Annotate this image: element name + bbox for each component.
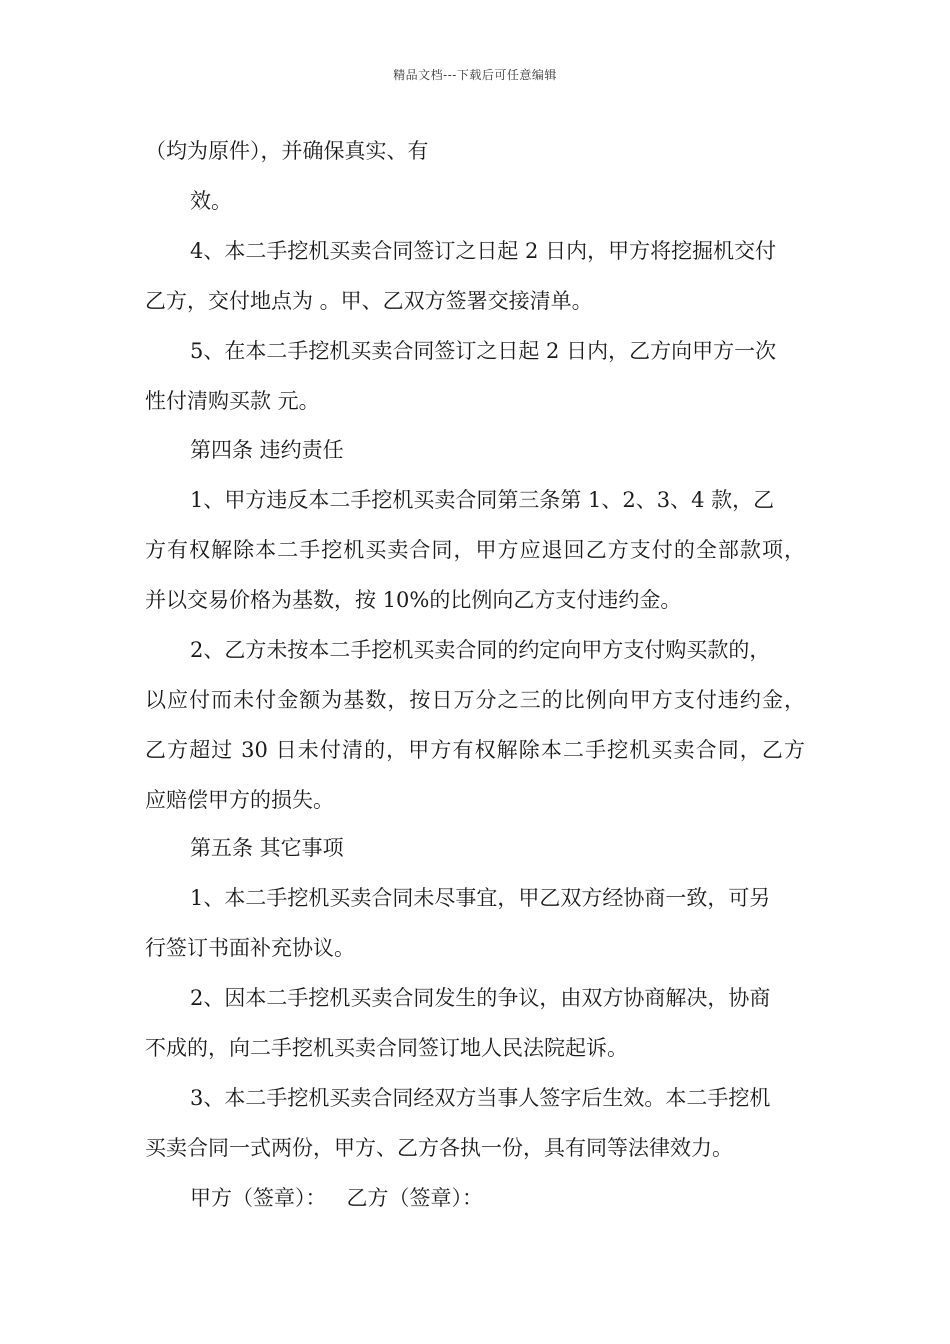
text-line: 2、因本二手挖机买卖合同发生的争议，由双方协商解决，协商 [190,986,771,1010]
text-line: 行签订书面补充协议。 [145,936,355,960]
text-line: 乙方超过 30 日未付清的，甲方有权解除本二手挖机买卖合同，乙方 [145,738,805,762]
text-line: 1、本二手挖机买卖合同未尽事宜，甲乙双方经协商一致，可另 [190,886,771,910]
page-header: 精品文档---下载后可任意编辑 [393,68,557,82]
text-line: 效。 [190,189,232,213]
text-line: 应赔偿甲方的损失。 [145,788,334,812]
text-line: 3、本二手挖机买卖合同经双方当事人签字后生效。本二手挖机 [190,1086,771,1110]
text-line: 方有权解除本二手挖机买卖合同，甲方应退回乙方支付的全部款项， [145,538,805,562]
text-line: 性付清购买款 元。 [145,389,320,413]
text-line: 2、乙方未按本二手挖机买卖合同的约定向甲方支付购买款的， [190,638,771,662]
text-line: （均为原件），并确保真实、有 [145,139,429,163]
text-line: 并以交易价格为基数，按 10%的比例向乙方支付违约金。 [145,588,682,612]
section-heading: 第四条 违约责任 [190,438,344,462]
text-line: 4、本二手挖机买卖合同签订之日起 2 日内，甲方将挖掘机交付 [190,239,777,263]
text-line: 5、在本二手挖机买卖合同签订之日起 2 日内，乙方向甲方一次 [190,339,777,363]
text-line: 1、甲方违反本二手挖机买卖合同第三条第 1、2、3、4 款，乙 [190,488,775,512]
section-heading: 第五条 其它事项 [190,836,344,860]
signature-line: 甲方（签章）： 乙方（签章）： [190,1186,484,1210]
text-line: 乙方，交付地点为 。甲、乙双方签署交接清单。 [145,289,593,313]
text-line: 买卖合同一式两份，甲方、乙方各执一份，具有同等法律效力。 [145,1136,733,1160]
text-line: 以应付而未付金额为基数，按日万分之三的比例向甲方支付违约金， [145,688,805,712]
text-line: 不成的，向二手挖机买卖合同签订地人民法院起诉。 [145,1036,628,1060]
